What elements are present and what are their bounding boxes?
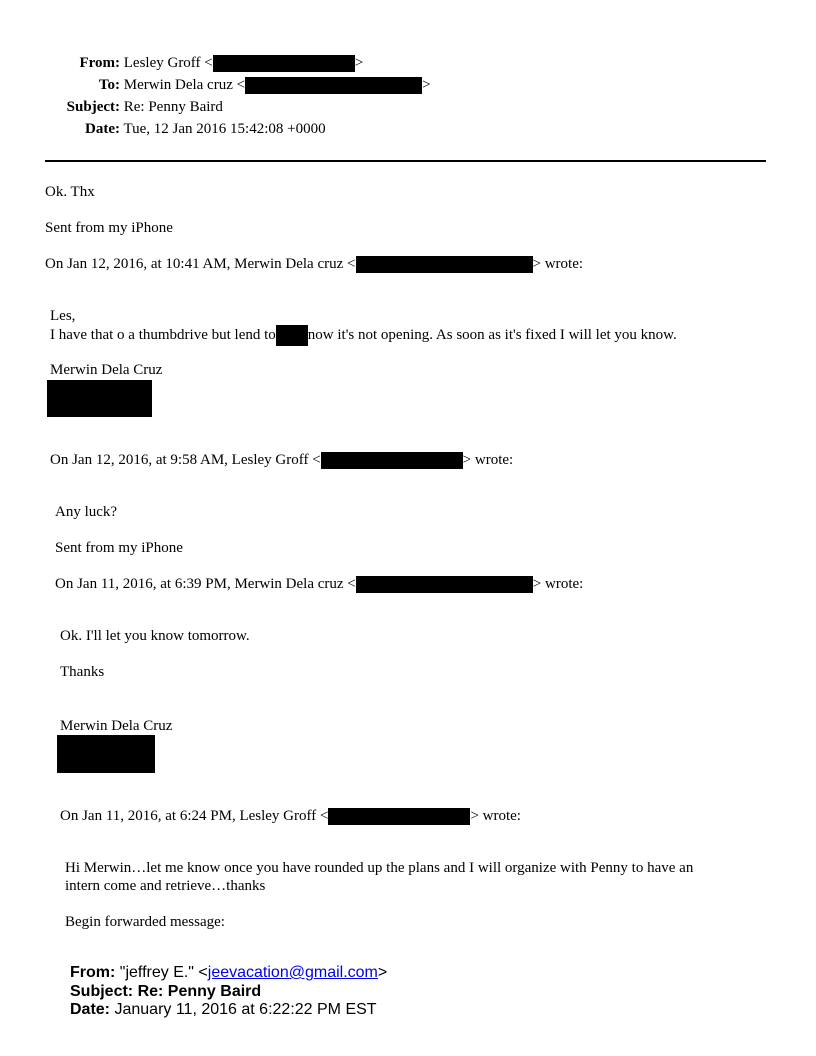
quote-header-suffix: > wrote: xyxy=(470,808,521,824)
email-link[interactable]: jeevacation@gmail.com xyxy=(207,964,378,981)
date-label: Date: xyxy=(85,121,120,137)
message-greeting: Les, xyxy=(50,308,76,324)
quote-header-text: On Jan 11, 2016, at 6:39 PM, Merwin Dela cruz < xyxy=(55,576,356,592)
message-text-part: now it's not opening. As soon as it's fixed I will let you know. xyxy=(307,326,677,343)
quote-header-text: On Jan 11, 2016, at 6:24 PM, Lesley Groff < xyxy=(60,808,329,824)
quote-header-text: On Jan 12, 2016, at 9:58 AM, Lesley Groff < xyxy=(50,452,321,468)
message-signature: Merwin Dela Cruz xyxy=(60,718,173,734)
to-label: To: xyxy=(98,77,120,93)
redaction-box xyxy=(321,452,463,469)
forwarded-subject-row xyxy=(70,983,261,1001)
reply-text: Ok. Thx xyxy=(45,184,95,200)
forwarded-date-value: January 11, 2016 at 6:22:22 PM EST xyxy=(114,1001,377,1018)
forwarded-subject-value: Re: Penny Baird xyxy=(137,983,262,1000)
header-from-row xyxy=(44,54,363,72)
redaction-box xyxy=(356,256,533,273)
redaction-box xyxy=(57,735,155,773)
forwarded-from-close: > xyxy=(377,964,388,981)
forwarded-subject-label: Subject: xyxy=(70,983,134,1000)
message-text: intern come and retrieve…thanks xyxy=(65,878,266,894)
redaction-box xyxy=(328,808,470,825)
quote-header-2 xyxy=(50,451,513,469)
forwarded-date-label: Date: xyxy=(70,1001,111,1018)
quote-header-3 xyxy=(55,575,583,593)
to-close: > xyxy=(422,77,431,93)
quote-header-suffix: > wrote: xyxy=(532,256,584,272)
message-text: Begin forwarded message: xyxy=(65,914,225,930)
redaction-box xyxy=(245,77,422,94)
forwarded-from-name: "jeffrey E." < xyxy=(119,964,208,981)
quote-header-1 xyxy=(45,255,583,273)
message-text xyxy=(50,325,677,346)
forwarded-date-row xyxy=(70,1001,377,1019)
message-text: Any luck? xyxy=(55,504,118,520)
redaction-box xyxy=(213,55,355,72)
message-signature: Merwin Dela Cruz xyxy=(50,362,163,378)
message-text: Thanks xyxy=(60,664,105,680)
date-value: Tue, 12 Jan 2016 15:42:08 +0000 xyxy=(123,121,326,137)
subject-label: Subject: xyxy=(66,99,120,115)
quote-header-4 xyxy=(60,807,521,825)
message-text: Hi Merwin…let me know once you have rounded up the plans and I will organize with Penny to have an xyxy=(65,860,694,876)
header-date-row xyxy=(44,120,326,138)
forwarded-from-row xyxy=(70,964,387,982)
redaction-box xyxy=(356,576,533,593)
quote-header-suffix: > wrote: xyxy=(532,576,584,592)
from-label: From: xyxy=(79,55,120,71)
message-text-part: I have that o a thumbdrive but lend to xyxy=(50,326,276,343)
message-text: Ok. I'll let you know tomorrow. xyxy=(60,628,250,644)
header-subject-row xyxy=(44,98,223,116)
forwarded-from-label: From: xyxy=(70,964,116,981)
reply-signature: Sent from my iPhone xyxy=(45,220,173,236)
subject-value: Re: Penny Baird xyxy=(123,99,223,115)
header-to-row xyxy=(44,76,431,94)
from-close: > xyxy=(354,55,364,71)
quote-header-suffix: > wrote: xyxy=(462,452,514,468)
quote-header-text: On Jan 12, 2016, at 10:41 AM, Merwin Dela cruz < xyxy=(45,256,356,272)
redaction-box xyxy=(276,325,308,346)
from-value: Lesley Groff < xyxy=(123,55,213,71)
redaction-box xyxy=(47,380,152,417)
to-value: Merwin Dela cruz < xyxy=(123,77,246,93)
header-divider xyxy=(45,160,766,162)
message-signature: Sent from my iPhone xyxy=(55,540,183,556)
